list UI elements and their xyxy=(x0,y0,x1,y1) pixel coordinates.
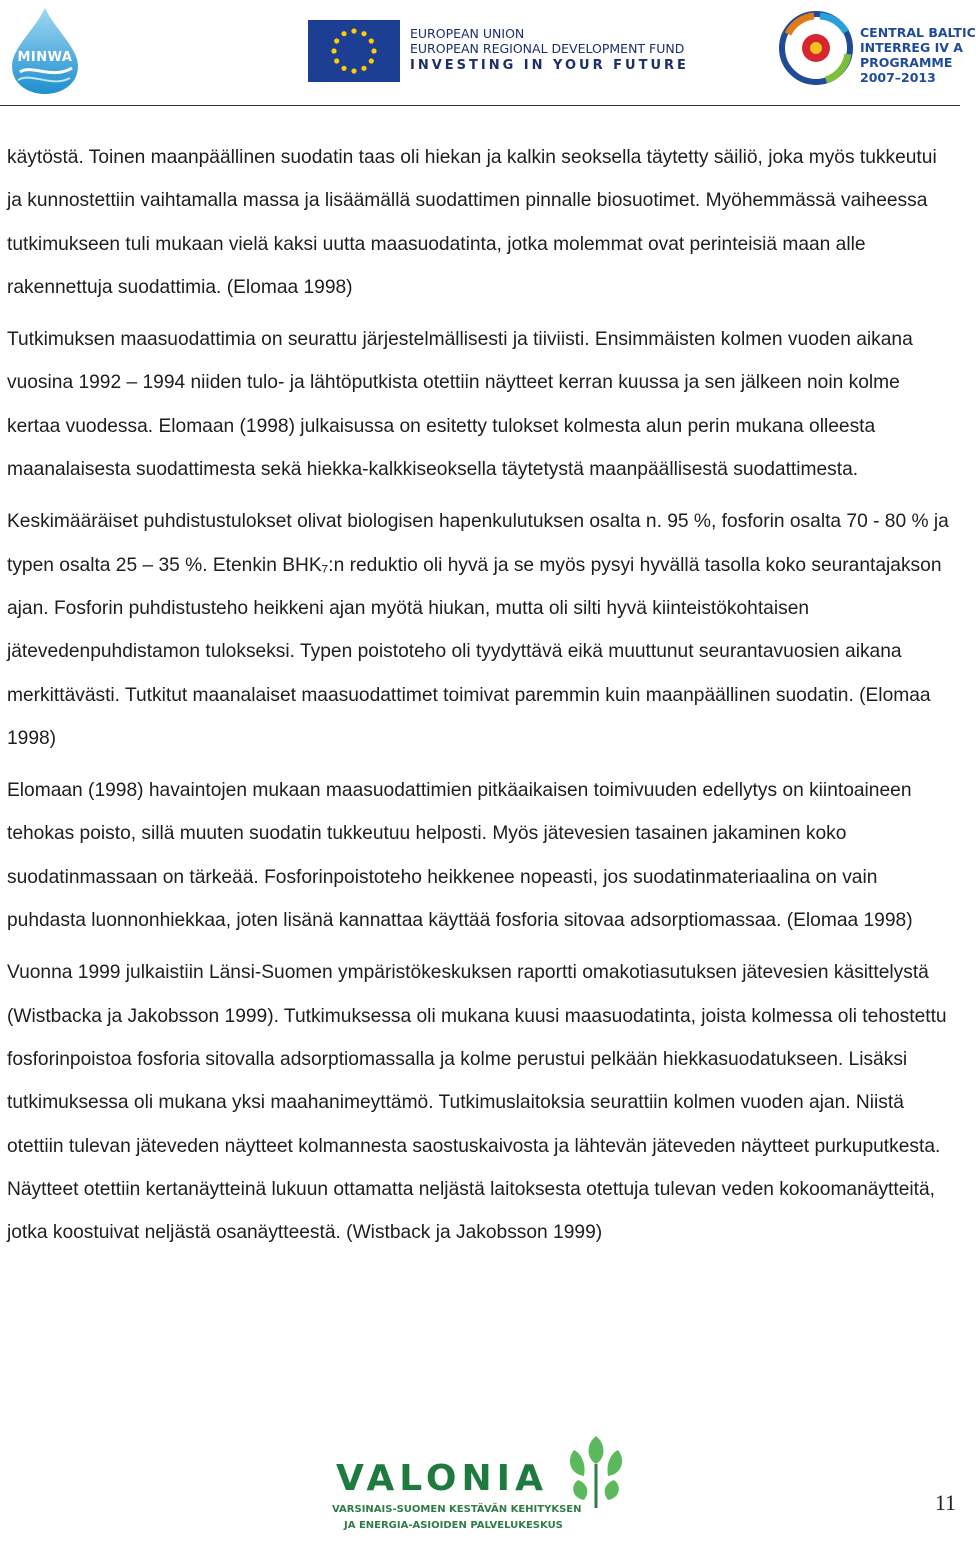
cb-line4: 2007–2013 xyxy=(860,70,936,85)
minwa-logo-text: MINWA xyxy=(17,50,73,65)
paragraph-3: Keskimääräiset puhdistustulokset olivat biologisen hapenkulutuksen osalta n. 95 %, fosforin osalta 70 - 80 % ja typen osalta 25 – 35 %. Etenkin BHK₇:n reduktio oli hyvä ja se myös pysyi hyvällä tasolla koko seurantajakson ajan. Fosforin puhdistusteho heikkeni ajan myötä hiukan, mutta oli silti hyvä kiinteistökohtaisen jätevedenpuhdistamon tulokseksi. Typen poistoteho oli tyydyttävä eikä muuttunut seurantavuosien aikana merkittävästi. Tutkitut maanalaiset maasuodattimet toimivat paremmin kuin maanpäällinen suodatin. (Elomaa 1998) xyxy=(7,511,949,749)
eu-stars-icon xyxy=(308,20,400,82)
valonia-leaf-icon xyxy=(556,1430,636,1510)
cb-line2: INTERREG IV A xyxy=(860,40,963,55)
paragraph-2: Tutkimuksen maasuodattimia on seurattu järjestelmällisesti ja tiiviisti. Ensimmäisten kolmen vuoden aikana vuosina 1992 – 1994 niiden tulo- ja lähtöputkista otettiin näytteet kerran kuussa ja sen jälkeen noin kolme kertaa vuodessa. Elomaan (1998) julkaisussa on esitetty tulokset kolmesta alun perin mukana olleesta maanalaisesta suodattimesta sekä hiekka-kalkkiseoksella täytetystä maanpäällisestä suodattimesta. xyxy=(7,329,913,481)
paragraph-1: käytöstä. Toinen maanpäällinen suodatin taas oli hiekan ja kalkin seoksella täytetty säiliö, joka myös tukkeutui ja kunnostettiin vaihtamalla massa ja lisäämällä suodattimen pinnalle biosuotimet. Myöhemmässä vaiheessa tutkimukseen tuli mukaan vielä kaksi uutta maasuodatinta, jotka molemmat ovat perinteisiä maan alle rakennettuja suodattimia. (Elomaa 1998) xyxy=(7,147,937,298)
eu-funding-text xyxy=(410,26,689,73)
valonia-subtitle-1: VARSINAIS-SUOMEN KESTÄVÄN KEHITYKSEN xyxy=(332,1504,582,1515)
central-baltic-logo xyxy=(776,10,858,88)
central-baltic-emblem-icon xyxy=(776,10,858,88)
eu-fund-label: EUROPEAN REGIONAL DEVELOPMENT FUND xyxy=(410,41,685,56)
eu-union-label: EUROPEAN UNION xyxy=(410,26,525,41)
central-baltic-text xyxy=(860,25,976,85)
paragraph-4: Elomaan (1998) havaintojen mukaan maasuodattimien pitkäaikaisen toimivuuden edellytys on kiintoaineen tehokas poisto, sillä muuten suodatin tukkeutuu helposti. Myös jätevesien tasainen jakaminen koko suodatinmassaan on tärkeää. Fosforinpoistoteho heikkenee nopeasti, jos suodatinmateriaalina on vain puhdasta luonnonhiekkaa, joten lisänä kannattaa käyttää fosforia sitovaa adsorptiomassaa. (Elomaa 1998) xyxy=(7,780,913,932)
paragraph-5: Vuonna 1999 julkaistiin Länsi-Suomen ympäristökeskuksen raportti omakotiasutuksen jätevesien käsittelystä (Wistbacka ja Jakobsson 1999). Tutkimuksessa oli mukana kuusi maasuodatinta, joista kolmessa oli tehostettu fosforinpoistoa fosforia sitovalla adsorptiomassalla ja kolme perustui pelkään hiekkasuodatukseen. Lisäksi tutkimuksessa oli mukana yksi maahanimeyttämö. Tutkimuslaitoksia seurattiin kolmen vuoden ajan. Niistä otettiin tulevan jäteveden näytteet kolmannesta saostuskaivosta ja lähtevän jäteveden näytteet purkuputkesta. Näytteet otettiin kertanäytteinä lukuun ottamatta neljästä laitoksesta otettuja tulevan veden kokoomanäytteitä, jotka koostuivat neljästä osanäytteestä. (Wistback ja Jakobsson 1999) xyxy=(7,962,947,1244)
cb-line1: CENTRAL BALTIC xyxy=(860,25,976,40)
valonia-logo xyxy=(330,1430,660,1538)
valonia-wordmark: VALONIA xyxy=(336,1458,548,1499)
document-body xyxy=(7,136,953,1263)
header-divider xyxy=(0,105,960,106)
eu-flag-logo xyxy=(308,20,400,82)
page-header xyxy=(0,0,976,108)
minwa-logo xyxy=(6,6,84,96)
cb-line3: PROGRAMME xyxy=(860,55,953,70)
eu-slogan: INVESTING IN YOUR FUTURE xyxy=(410,58,689,73)
page-number: 11 xyxy=(934,1490,956,1515)
valonia-subtitle-2: JA ENERGIA-ASIOIDEN PALVELUKESKUS xyxy=(344,1520,563,1531)
